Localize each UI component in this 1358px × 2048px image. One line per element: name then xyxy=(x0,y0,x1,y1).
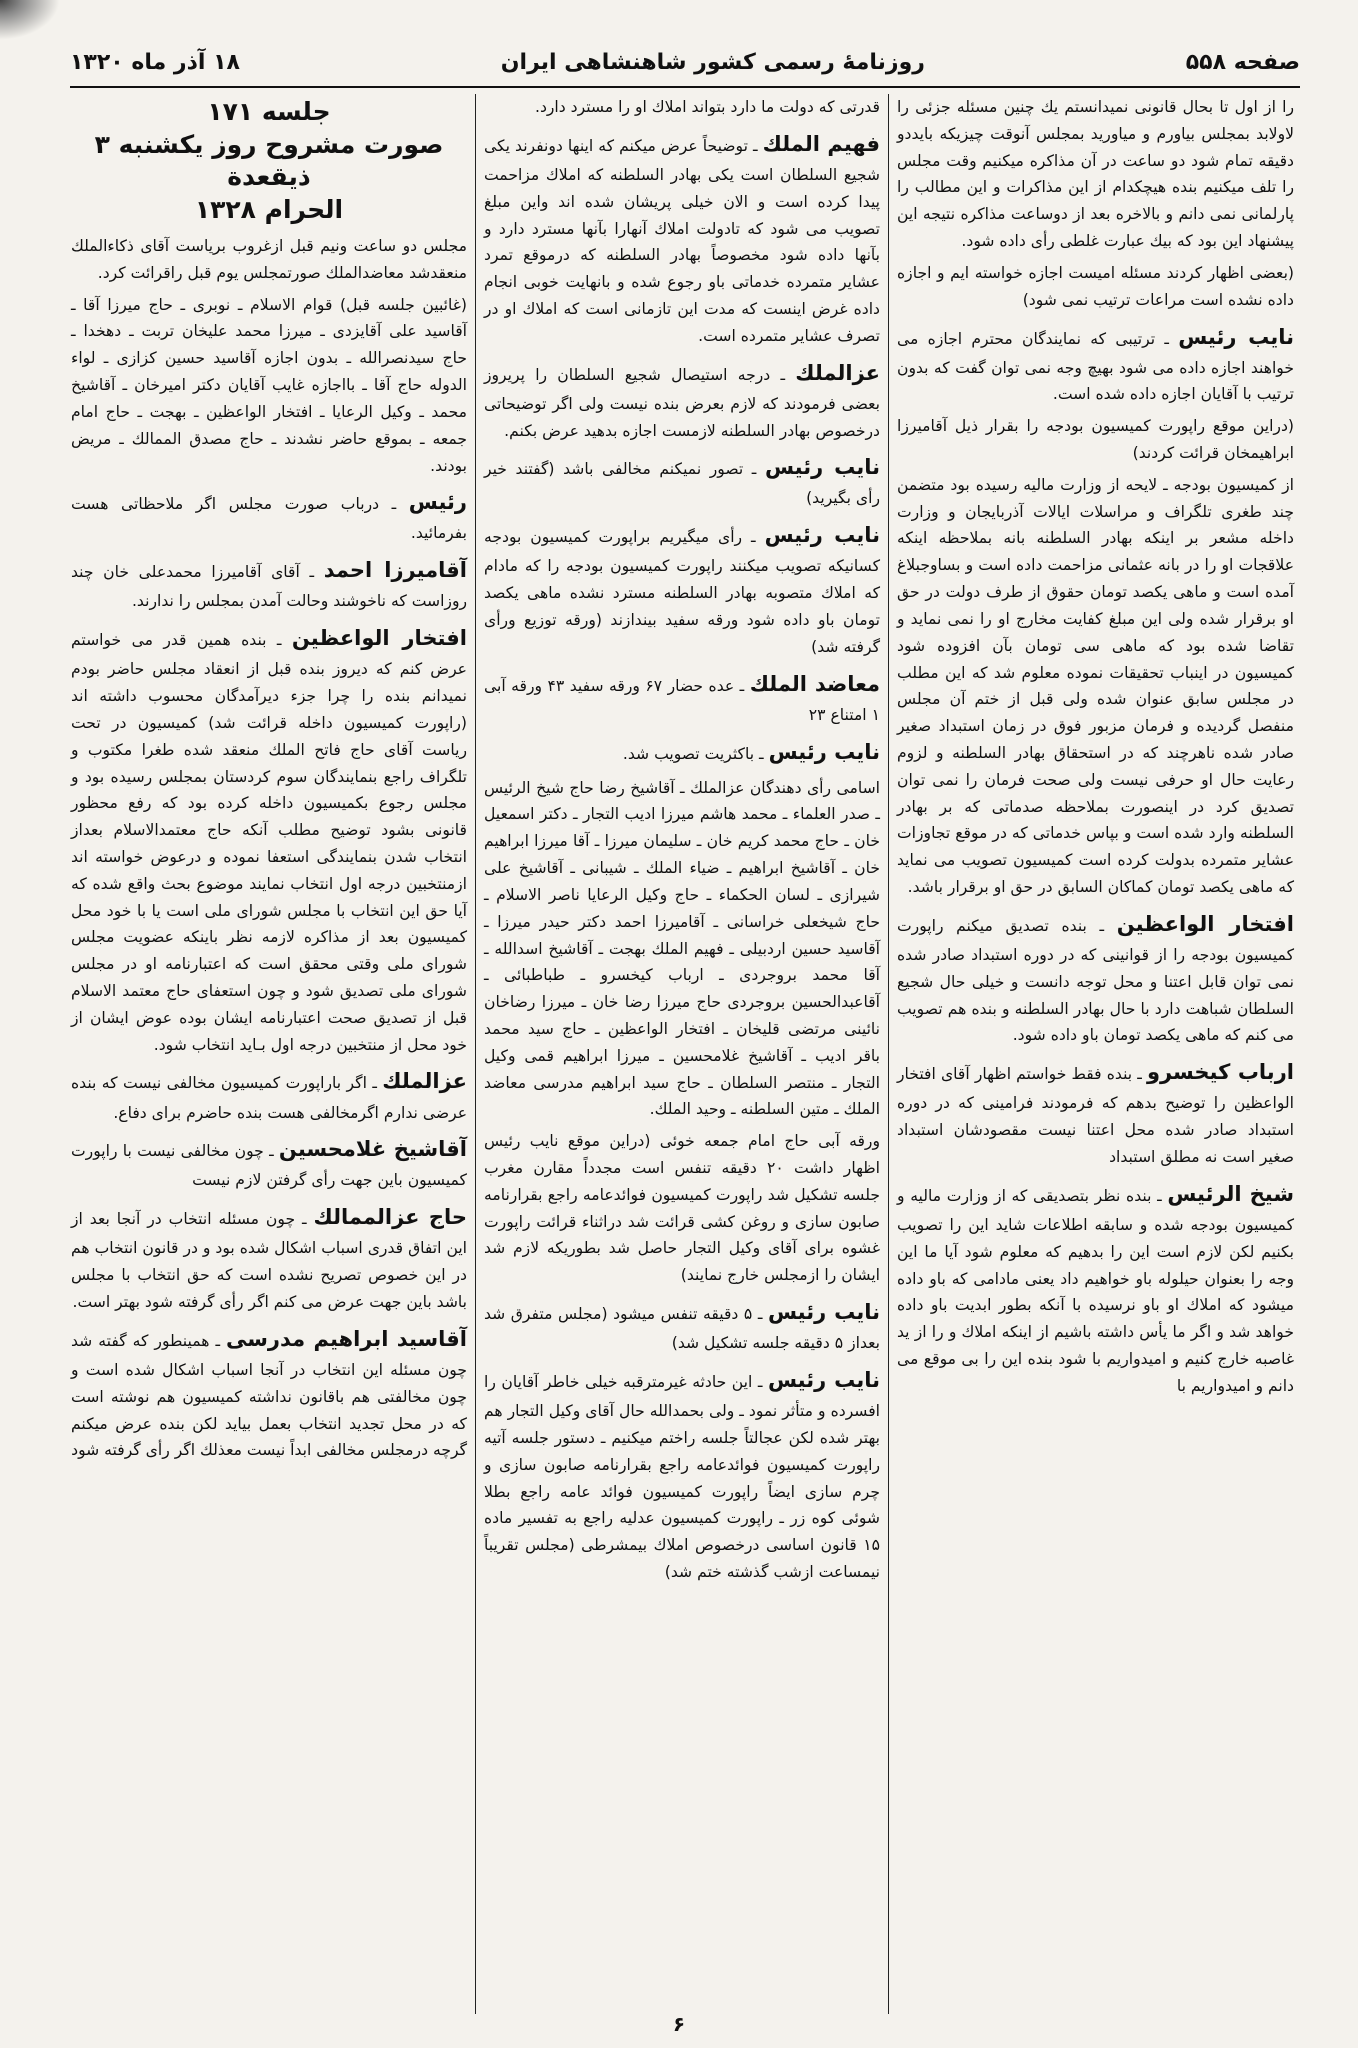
masthead xyxy=(70,38,1300,88)
speaker-name: نایب رئیس xyxy=(768,739,880,764)
speaker-name: آقامیرزا احمد xyxy=(323,558,468,583)
speaker-name: افتخار الواعظین xyxy=(1116,911,1295,936)
speaker-name: آقاسید ابراهیم مدرسی xyxy=(226,1326,467,1351)
paragraph: مجلس دو ساعت ونیم قبل ازغروب بریاست آقای ذکاءالملك منعقدشد معاضدالملك صورتمجلس یوم قبل راقرائت کرد. xyxy=(71,237,467,282)
speaker-name: ارباب کیخسرو xyxy=(1146,1060,1294,1085)
paragraph: رئیس ـ درباب صورت مجلس اگر ملاحظاتی هست بفرمائید. xyxy=(71,490,468,543)
speech-text: ترتیبی که نمایندگان محترم اجازه می خواهند اجازه داده می شود بهیچ وجه نمی توان گفت که بدون ترتیب با آقایان اجازه داده شده است. xyxy=(897,329,1294,404)
paragraph: (بعضی اظهار کردند مسئله امیست اجازه خواسته ایم و اجازه داده نشده است مراعات ترتیب نمی شود) xyxy=(897,263,1294,309)
session-subtitle: صورت مشروح روز یکشنبه ۳ ذیقعدة xyxy=(94,130,444,191)
speech-text: چون مسئله انتخاب در آنجا بعد از این اتفاق قدری اسباب اشکال شده بود و در قانون انتخاب هم در این خصوص تصریح نشده است که حق انتخاب با مجلس باشد باین جهت عرض می کنم اگر رأی گرفته شود بهتر است. xyxy=(71,1210,467,1312)
speech-text: بنده فقط خواستم اظهار آقای افتخار الواعظین را توضیح بدهم که فرمودند فرامینی که در دوره استبداد صادر شده محل اعتنا نیست مقصودشان استبداد صغیر است نه مطلق استبداد xyxy=(897,1065,1294,1166)
speaker-name: نایب رئیس xyxy=(767,1300,881,1325)
session-date: الحرام ۱۳۲۸ xyxy=(194,194,344,224)
speaker-name: نایب رئیس xyxy=(764,455,880,480)
paragraph: اسامی رأی دهندگان عزالملك ـ آقاشیخ رضا حاج شیخ الرئیس ـ صدر العلماء ـ محمد هاشم میرزا ادیب التجار ـ دکتر اسمعیل خان ـ حاج محمد کریم خان ـ سلیمان میرزا ـ آقا میرزا ابراهیم خان ـ آقاشیخ ابراهیم ـ ضیاء الملك ـ شیبانی ـ آقاشیخ علی شیرازی ـ لسان الحکماء ـ حاج وکیل الرعایا ناصر الاسلام ـ حاج شیخعلی خراسانی ـ آقامیرزا احمد دکتر حیدر میرزا ـ آقاسید حسین اردبیلی ـ فهیم الملك بهجت ـ آقاشیخ اسدالله ـ آقا محمد بروجردی ـ ارباب کیخسرو ـ طباطبائی ـ آقاعبدالحسین بروجردی حاج میرزا رضا خان ـ میرزا رضاخان نائینی مرتضی قلیخان ـ افتخار الواعظین ـ حاج سید محمد باقر ادیب ـ آقاشیخ غلامحسین ـ میرزا ابراهیم قمی وکیل التجار ـ منتصر السلطان ـ حاج سید ابراهیم مدرسی معاضد الملك ـ متین السلطنه ـ وحید الملك. xyxy=(484,778,880,1119)
speech-text: ۵ دقیقه تنفس میشود (مجلس متفرق شد بعداز ۵ دقیقه جلسه تشکیل شد) xyxy=(484,1305,880,1353)
speaker-name: آقاشیخ غلامحسین xyxy=(278,1137,467,1162)
speaker-name: حاج عزالممالك xyxy=(313,1205,467,1230)
column-left xyxy=(63,94,476,2014)
speech-text: این حادثه غیرمترقبه خیلی خاطر آقایان را افسرده و متأثر نمود ـ ولی بحمدالله حال آقای وکیل التجار هم بهتر شده لکن عجالتاً جلسه راختم میکنیم ـ دستور جلسه آتیه راپورت کمیسیون فوائدعامه راجع بقرارنامه صابون سازی و چرم سازی ایضاً راپورت کمیسیون فوائد عامه راجع بطلا شوئی کوه زر ـ راپورت کمیسیون عدلیه راجع به تفسیر ماده ۱۵ قانون اساسی درخصوص املاك بیمشرطی (مجلس تقریباً نیمساعت ازشب گذشته ختم شد) xyxy=(484,1373,880,1581)
paragraph: عزالملك ـ درجه استیصال شجیع السلطان را پریروز بعضی فرمودند که لازم بعرض بنده نیست ولی اگر توضیحاتی درخصوص بهادر السلطنه لازمست اجازه بدهید عرض بکنم. xyxy=(484,360,880,440)
newspaper-title: روزنامهٔ رسمی کشور شاهنشاهی ایران xyxy=(500,49,925,75)
speech-text: تصور نمیکنم مخالفی باشد (گفتند خیر رأی بگیرید) xyxy=(484,460,880,508)
ink-smudge xyxy=(0,0,60,40)
speaker-name: افتخار الواعظین xyxy=(291,626,467,651)
speech-text: درباب صورت مجلس اگر ملاحظاتی هست بفرمائید. xyxy=(71,495,467,543)
page-label: صفحه ۵۵۸ xyxy=(1185,49,1300,75)
speech-text: درجه استیصال شجیع السلطان را پریروز بعضی فرمودند که لازم بعرض بنده نیست ولی اگر توضیحاتی درخصوص بهادر السلطنه لازمست اجازه بدهید عرض بکنم. xyxy=(484,365,880,440)
columns xyxy=(58,94,1302,2014)
page-number: ۶ xyxy=(672,2012,686,2036)
paragraph: از کمیسیون بودجه ـ لایحه از وزارت مالیه رسیده بود متضمن چند طغری تلگراف و مراسلات ایالات آذربایجان و وزارت داخله مشعر بر اینکه بهادر السلطنه بانه بملاحظه اینکه علاقجات او را در بانه عثمانی مزاحمت داده است و بساوجبلاغ آمده است و ماهی یکصد تومان حقوق از طرف دولت در حق او برقرار شده ولی این مبلغ کفایت مخارج او را نمی نماید و تقاضا شده بود که ماهی سی تومان بآن افزوده شود کمیسیون در اینباب تحقیقات نموده معلوم شد که این مطلب در مجلس سابق عنوان شده ولی قبل از ختم آن مجلس منفصل گردیده و فرمان مزبور فوق در زمان استبداد صغیر صادر شده ناهرچند که در استحقاق بهادر السلطنه و لزوم رعایت حال او حرفی نیست ولی صحت فرمان را نمی توان تصدیق کرد در اینصورت بملاحظه صدماتی که بر بهادر السلطنه وارد شده است و بپاس خدماتی که در موقع تجاوزات عشایر متمرده بدولت کرده است کمیسیون تصویب می نماید که ماهی یکصد تومان کماکان السابق در حق او برقرار باشد. xyxy=(897,475,1294,897)
speaker-name: شیخ الرئیس xyxy=(1167,1181,1294,1206)
paragraph: نایب رئیس ـ ۵ دقیقه تنفس میشود (مجلس متفرق شد بعداز ۵ دقیقه جلسه تشکیل شد) xyxy=(484,1300,881,1353)
paragraph: افتخار الواعظین ـ بنده همین قدر می خواستم عرض کنم که دیروز بنده قبل از انعقاد مجلس حاضر بودم نمیدانم بنده را چرا جزء دیرآمدگان محسوب داشته اند (راپورت کمیسیون داخله قرائت شد) کمیسیون در تحت ریاست آقای حاج فاتح الملك منعقد شده طغرا مکتوب و تلگراف راجع بنمایندگان سوم کردستان بمجلس رسیده بود و مجلس رجوع بکمیسیون داخله کرده بود که رفع محظور قانونی بشود توضیح مطلب آنکه حاج معتمدالاسلام بعداز انتخاب شدن بنمایندگی استعفا نموده و درعوض خواسته اند ازمنتخبین درجه اول انتخاب نمایند موضوع بحث واقع شده که آیا حق این انتخاب با مجلس شورای ملی است یا با خود محل کمیسیون بعد از مذاکره لازمه نظر باینکه عضویت مجلس شورای ملی وقتی محقق است که اعتبارنامه او در مجلس شورای ملی تصدیق شود و چون استعفای حاج معتمد الاسلام قبل از تصدیق صحت اعتبارنامه ایشان بوده عوض ایشان از خود محل از منتخبین درجه اول بـاید انتخاب شود. xyxy=(71,626,467,1054)
paragraph: نایب رئیس ـ باکثریت تصویب شد. xyxy=(622,739,880,764)
speech-text: باکثریت تصویب شد. xyxy=(622,744,755,763)
speech-text: عده حضار ۶۷ ورقه سفید ۴۳ ورقه آبی ۱ امتناع ۲۳ xyxy=(484,676,880,724)
paragraph: افتخار الواعظین ـ بنده تصدیق میکنم راپورت کمیسیون بودجه را از قوانینی که در دوره استبداد صادر شده نمی توان قابل اعتنا و محل توجه دانست و خیلی حال شجیع السلطان شباهت دارد با حال بهادر السلطنه و بنده هم تصویب می کنم که ماهی یکصد تومان باو داده شود. xyxy=(897,911,1295,1045)
paragraph: آقاشیخ غلامحسین ـ چون مخالفی نیست با راپورت کمیسیون باین جهت رأی گرفتن لازم نیست xyxy=(71,1137,467,1190)
paragraph: (غائبین جلسه قبل) قوام الاسلام ـ نوبری ـ حاج میرزا آقا ـ آقاسید علی آقایزدی ـ میرزا محمد علیخان تربت ـ دهخدا ـ حاج سیدنصرالله ـ بدون اجازه آقاسید حسین کزازی ـ لواء الدوله حاج آقا ـ بااجازه غایب آقایان دکتر امیرخان ـ آقاشیخ محمد ـ وکیل الرعایا ـ افتخار الواعظین ـ بهجت ـ حاج امام جمعه ـ بموقع حاضر نشدند ـ حاج مصدق الممالك ـ مریض بودند. xyxy=(71,295,467,475)
paragraph: شیخ الرئیس ـ بنده نظر بتصدیقی که از وزارت مالیه و کمیسیون بودجه شده و سابقه اطلاعات شاید این را تصویب بکنیم لکن لازم است این را بدهیم که معلوم شود آیا ما این وجه را بعنوان حیلوله باو خواهیم داد یعنی مادامی که باو داده میشود که املاك او باو نرسیده با آنکه بطور ابدیت باو داده خواهد شد و اگر ما یأس داشته باشیم از اینکه املاك و را از ید غاصبه خارج کنیم و امیدواریم با شود بنده این را بی موقع می دانم و امیدواریم با xyxy=(897,1181,1294,1395)
session-number: جلسه ۱۷۱ xyxy=(207,97,331,126)
paragraph: حاج عزالممالك ـ چون مسئله انتخاب در آنجا بعد از این اتفاق قدری اسباب اشکال شده بود و در قانون انتخاب هم در این خصوص تصریح نشده است که حق انتخاب با مجلس باشد باین جهت عرض می کنم اگر رأی گرفته شود بهتر است. xyxy=(71,1205,467,1312)
speaker-name: فهیم الملك xyxy=(762,131,880,156)
paragraph: آقاسید ابراهیم مدرسی ـ همینطور که گفته شد چون مسئله این انتخاب در آنجا اسباب اشکال شده است و چون مخالفتی هم باقانون نداشته کمیسیون هم نوشته است که در محل تجدید انتخاب بعمل بیاید لکن بنده عرض میکنم گرچه درمجلس مخالفی ابداً نیست معذلك اگر رأی گرفته شود xyxy=(71,1326,467,1460)
paragraph: ارباب کیخسرو ـ بنده فقط خواستم اظهار آقای افتخار الواعظین را توضیح بدهم که فرمودند فرامینی که در دوره استبداد صادر شده محل اعتنا نیست مقصودشان استبداد صغیر است نه مطلق استبداد xyxy=(897,1060,1294,1166)
paragraph: قدرتی که دولت ما دارد بتواند املاك او را مسترد دارد. xyxy=(534,98,880,116)
paragraph: معاضد الملك ـ عده حضار ۶۷ ورقه سفید ۴۳ ورقه آبی ۱ امتناع ۲۳ xyxy=(484,671,880,724)
speech-text: همینطور که گفته شد چون مسئله این انتخاب در آنجا اسباب اشکال شده است و چون مخالفتی هم باقانون نداشته کمیسیون هم نوشته است که در محل تجدید انتخاب بعمل بیاید لکن بنده عرض میکنم گرچه درمجلس مخالفی ابداً نیست معذلك اگر رأی گرفته شود xyxy=(71,1331,467,1460)
paragraph: نایب رئیس ـ تصور نمیکنم مخالفی باشد (گفتند خیر رأی بگیرید) xyxy=(484,455,880,508)
speaker-name: عزالملك xyxy=(382,1069,467,1094)
paragraph: آقامیرزا احمد ـ آقای آقامیرزا محمدعلی خان چند روزاست که ناخوشند وحالت آمدن بمجلس را ندارند. xyxy=(71,558,468,611)
column-right xyxy=(889,94,1302,2014)
column-middle xyxy=(476,94,889,2014)
speaker-name: عزالملك xyxy=(795,360,880,385)
paragraph: نایب رئیس ـ این حادثه غیرمترقبه خیلی خاطر آقایان را افسرده و متأثر نمود ـ ولی بحمدالله حال آقای وکیل التجار هم بهتر شده لکن عجالتاً جلسه راختم میکنیم ـ دستور جلسه آتیه راپورت کمیسیون فوائدعامه راجع بقرارنامه صابون سازی و چرم سازی ایضاً راپورت کمیسیون فوائد عامه راجع بطلا شوئی کوه زر ـ راپورت کمیسیون عدلیه راجع به تفسیر ماده ۱۵ قانون اساسی درخصوص املاك بیمشرطی (مجلس تقریباً نیمساعت ازشب گذشته ختم شد) xyxy=(484,1368,880,1581)
speaker-name: نایب رئیس xyxy=(764,523,880,548)
issue-date: ۱۸ آذر ماه ۱۳۲۰ xyxy=(70,49,240,75)
speaker-name: نایب رئیس xyxy=(767,1368,880,1393)
paragraph: عزالملك ـ اگر باراپورت کمیسیون مخالفی نیست که بنده عرضی ندارم اگرمخالفی هست بنده حاضرم برای دفاع. xyxy=(71,1069,467,1122)
paragraph: (دراین موقع راپورت کمیسیون بودجه را بقرار ذیل آقامیرزا ابراهیمخان قرائت کردند) xyxy=(897,417,1294,463)
paragraph: نایب رئیس ـ رأی میگیریم براپورت کمیسیون بودجه کسانیکه تصویب میکنند راپورت کمیسیون بودجه را که مادام که املاك متصوبه بهادر السلطنه مسترد نشده ماهی یکصد تومان باو داده شود ورقه سفید بیندازند (ورقه توزیع ورأی گرفته شد) xyxy=(484,523,880,656)
speaker-name: نایب رئیس xyxy=(1178,324,1294,349)
speaker-name: معاضد الملك xyxy=(749,671,880,696)
speech-text: چون مخالفی نیست با راپورت کمیسیون باین جهت رأی گرفتن لازم نیست xyxy=(71,1142,467,1190)
speech-text: بنده نظر بتصدیقی که از وزارت مالیه و کمیسیون بودجه شده و سابقه اطلاعات شاید این را تصویب بکنیم لکن لازم است این را بدهیم که معلوم شود آیا ما این وجه را بعنوان حیلوله باو خواهیم داد یعنی مادامی که باو داده میشود که املاك او باو نرسیده با آنکه بطور ابدیت باو داده خواهد شد و اگر ما یأس داشته باشیم از اینکه املاك و را از ید غاصبه خارج کنیم و امیدواریم با شود بنده این را بی موقع می دانم و امیدواریم با xyxy=(897,1186,1294,1395)
speech-text: بنده تصدیق میکنم راپورت کمیسیون بودجه را از قوانینی که در دوره استبداد صادر شده نمی توان قابل اعتنا و محل توجه دانست و خیلی حال شجیع السلطان شباهت دارد با حال بهادر السلطنه و بنده هم تصویب می کنم که ماهی یکصد تومان باو داده شود. xyxy=(897,916,1294,1045)
speech-text: بنده همین قدر می خواستم عرض کنم که دیروز بنده قبل از انعقاد مجلس حاضر بودم نمیدانم بنده را چرا جزء دیرآمدگان محسوب داشته اند (راپورت کمیسیون داخله قرائت شد) کمیسیون در تحت ریاست آقای حاج فاتح الملك منعقد شده طغرا مکتوب و تلگراف راجع بنمایندگان سوم کردستان بمجلس رسیده بود و مجلس رجوع بکمیسیون داخله کرده بود که رفع محظور قانونی بشود توضیح مطلب آنکه حاج معتمدالاسلام بعداز انتخاب شدن بنمایندگی استعفا نموده و درعوض خواسته اند ازمنتخبین درجه اول انتخاب نمایند موضوع بحث واقع شده که آیا حق این انتخاب با مجلس شورای ملی است یا با خود محل کمیسیون بعد از مذاکره لازمه نظر باینکه عضویت مجلس شورای ملی وقتی محقق است که اعتبارنامه او در مجلس شورای ملی تصدیق شود و چون استعفای حاج معتمد الاسلام قبل از تصدیق صحت اعتبارنامه ایشان بوده عوض ایشان از خود محل از منتخبین درجه اول بـاید انتخاب شود. xyxy=(71,631,467,1054)
paragraph: فهیم الملك ـ توضیحاً عرض میکنم که اینها دونفرند یکی شجیع السلطان است یکی بهادر السلطنه که املاك مزاحمت پیدا کرده است و الان خیلی پریشان شده اند واین مبلغ تصویب می شود که تادولت املاك آنهارا بآنها مسترد دارد و بآنها داده شود مخصوصاً بهادر السلطنه که درموقع تمرد عشایر متمرده خدماتی باو رجوع شده و بانهایت خوبی انجام داده غرض اینست که مدت این تازمانی است که املاك او در تصرف عشایر متمرده است. xyxy=(484,131,880,345)
speech-text: اگر باراپورت کمیسیون مخالفی نیست که بنده عرضی ندارم اگرمخالفی هست بنده حاضرم برای دفاع. xyxy=(71,1074,467,1122)
paragraph: نایب رئیس ـ ترتیبی که نمایندگان محترم اجازه می خواهند اجازه داده می شود بهیچ وجه نمی توان گفت که بدون ترتیب با آقایان اجازه داده شده است. xyxy=(897,324,1294,404)
speech-text: توضیحاً عرض میکنم که اینها دونفرند یکی شجیع السلطان است یکی بهادر السلطنه که املاك مزاحمت پیدا کرده است و الان خیلی پریشان شده اند واین مبلغ تصویب می شود که تادولت املاك آنهارا بآنها مسترد دارد و بآنها داده شود مخصوصاً بهادر السلطنه که درموقع تمرد عشایر متمرده خدماتی باو رجوع شده و بانهایت خوبی انجام داده غرض اینست که مدت این تازمانی است که املاك او در تصرف عشایر متمرده است. xyxy=(484,136,880,345)
speech-text: آقای آقامیرزا محمدعلی خان چند روزاست که ناخوشند وحالت آمدن بمجلس را ندارند. xyxy=(71,563,467,611)
paragraph: را از اول تا بحال قانونی نمیدانستم یك چنین مسئله جزئی را لاولابد بمجلس بیاورم و میاورید بمجلس آنوقت چیزیکه بایددو دقیقه تمام شود دو ساعت در آن مذاکره میکنیم وقت مجلس را تلف میکنیم بنده هیچکدام از این مذاکرات و این مطالب را پارلمانی نمی دانم و بالاخره بعد از دوساعت مذاکره نتیجه این پیشنهاد این بود که بیك عبارت غلطی رأی داده شود. xyxy=(897,98,1294,251)
paragraph: ورقه آبی حاج امام جمعه خوئی (دراین موقع نایب رئیس اظهار داشت ۲۰ دقیقه تنفس است مجدداً مقارن مغرب جلسه تشکیل شد راپورت کمیسیون فوائدعامه راجع بقرارنامه صابون سازی و روغن کشی قرائت شد دراثناء قرائت راپورت غشوه برای آقای وکیل التجار حاصل شد بطوریکه لازم شد ایشان را ازمجلس خارج نمایند) xyxy=(484,1132,880,1285)
speaker-name: رئیس xyxy=(408,490,468,515)
speech-text: رأی میگیریم براپورت کمیسیون بودجه کسانیکه تصویب میکنند راپورت کمیسیون بودجه را که مادام که املاك متصوبه بهادر السلطنه مسترد نشده ماهی یکصد تومان باو داده شود ورقه سفید بیندازند (ورقه توزیع ورأی گرفته شد) xyxy=(484,528,880,656)
session-heading xyxy=(71,96,467,225)
